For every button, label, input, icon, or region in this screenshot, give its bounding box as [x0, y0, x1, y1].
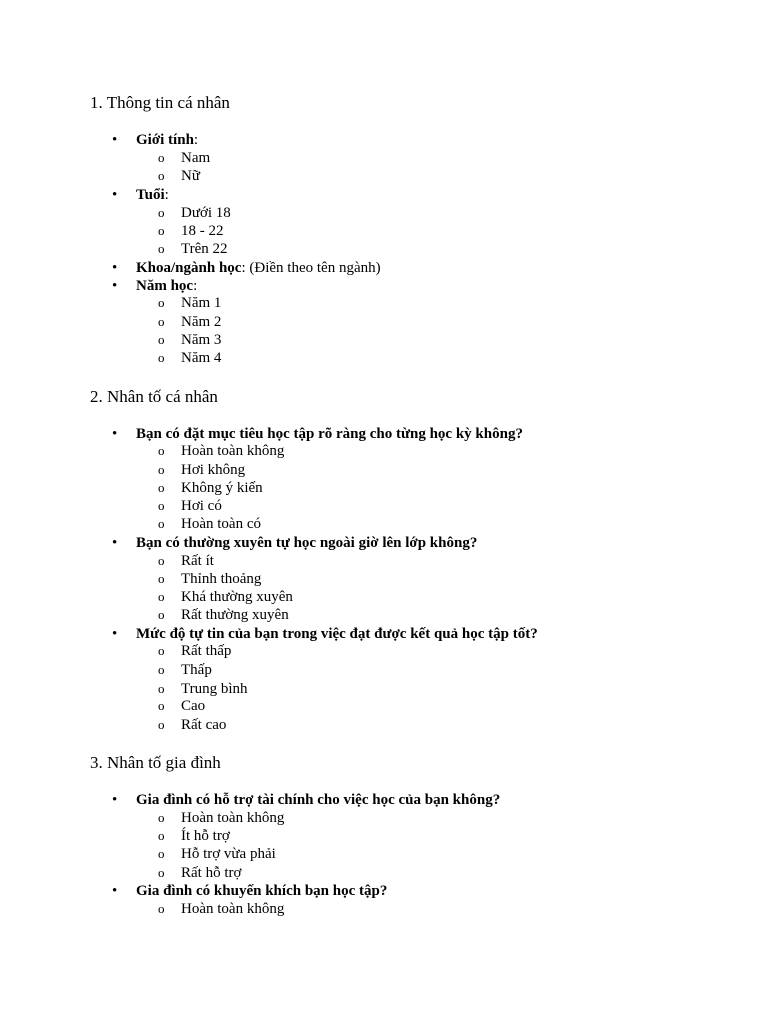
- option-item: [158, 349, 221, 367]
- option-label: Thấp: [181, 662, 212, 678]
- option-bullet: o: [158, 295, 165, 310]
- option-bullet: o: [158, 553, 165, 568]
- option-item: [158, 809, 284, 827]
- option-bullet: o: [158, 150, 165, 165]
- bullet-marker: •: [112, 792, 118, 808]
- option-bullet: o: [158, 480, 165, 495]
- option-label: Trung bình: [181, 681, 248, 697]
- question-item: [112, 625, 538, 643]
- bullet-marker: •: [112, 426, 118, 442]
- option-item: [158, 845, 276, 863]
- option-label: Rất thấp: [181, 643, 232, 659]
- option-label: Rất thường xuyên: [181, 607, 289, 623]
- option-label: Năm 3: [181, 332, 222, 348]
- option-label: Hoàn toàn không: [181, 443, 285, 459]
- option-bullet: o: [158, 314, 165, 329]
- option-bullet: o: [158, 168, 165, 183]
- option-item: [158, 552, 214, 570]
- option-bullet: o: [158, 589, 165, 604]
- option-item: [158, 461, 245, 479]
- option-label: Nữ: [181, 168, 200, 184]
- option-item: [158, 642, 231, 660]
- option-label: Hỗ trợ vừa phải: [181, 846, 276, 862]
- question-label: Gia đình có hỗ trợ tài chính cho việc học của bạn không?: [136, 792, 501, 808]
- option-bullet: o: [158, 810, 165, 825]
- option-item: [158, 680, 248, 698]
- question-label: Bạn có đặt mục tiêu học tập rõ ràng cho từng học kỳ không?: [136, 426, 523, 442]
- bullet-marker: •: [112, 278, 118, 294]
- option-label: Ít hỗ trợ: [181, 828, 230, 844]
- option-item: [158, 204, 231, 222]
- question-label: Năm học: [136, 278, 194, 294]
- option-label: Hoàn toàn không: [181, 901, 285, 917]
- question-item: [112, 882, 387, 900]
- bullet-marker: •: [112, 260, 118, 276]
- option-label: Hơi có: [181, 498, 222, 514]
- section-heading-personal-factors: 2. Nhân tố cá nhân: [90, 387, 218, 406]
- option-item: [158, 606, 289, 624]
- option-item: [158, 294, 221, 312]
- option-bullet: o: [158, 350, 165, 365]
- option-bullet: o: [158, 205, 165, 220]
- option-label: Cao: [181, 698, 206, 714]
- option-item: [158, 479, 263, 497]
- bullet-marker: •: [112, 132, 118, 148]
- question-suffix: : (Điền theo tên ngành): [241, 260, 381, 276]
- option-label: Thỉnh thoảng: [181, 571, 262, 587]
- question-item: [112, 259, 381, 277]
- question-item: [112, 131, 198, 149]
- option-bullet: o: [158, 901, 165, 916]
- question-item: [112, 186, 169, 204]
- option-label: Hơi không: [181, 462, 246, 478]
- option-bullet: o: [158, 241, 165, 256]
- option-bullet: o: [158, 846, 165, 861]
- option-bullet: o: [158, 462, 165, 477]
- bullet-marker: •: [112, 883, 118, 899]
- option-bullet: o: [158, 865, 165, 880]
- option-bullet: o: [158, 681, 165, 696]
- option-label: Rất ít: [181, 553, 214, 569]
- option-bullet: o: [158, 828, 165, 843]
- question-item: [112, 425, 523, 443]
- option-bullet: o: [158, 223, 165, 238]
- option-bullet: o: [158, 643, 165, 658]
- question-suffix: :: [193, 132, 199, 148]
- option-bullet: o: [158, 717, 165, 732]
- option-label: Năm 1: [181, 295, 222, 311]
- option-item: [158, 515, 261, 533]
- question-label: Bạn có thường xuyên tự học ngoài giờ lên lớp không?: [136, 535, 478, 551]
- option-item: [158, 864, 241, 882]
- option-label: Nam: [181, 150, 211, 166]
- question-item: [112, 277, 197, 295]
- bullet-marker: •: [112, 535, 118, 551]
- option-item: [158, 167, 200, 185]
- section-heading-personal-info: 1. Thông tin cá nhân: [90, 93, 230, 112]
- option-item: [158, 588, 293, 606]
- option-label: Khá thường xuyên: [181, 589, 293, 605]
- option-item: [158, 570, 261, 588]
- option-item: [158, 900, 284, 918]
- option-bullet: o: [158, 443, 165, 458]
- option-item: [158, 827, 230, 845]
- question-item: [112, 534, 477, 552]
- question-label: Khoa/ngành học: [136, 260, 242, 276]
- question-label: Tuổi: [136, 187, 165, 203]
- option-label: 18 - 22: [181, 223, 224, 239]
- option-bullet: o: [158, 607, 165, 622]
- option-item: [158, 716, 226, 734]
- bullet-marker: •: [112, 626, 118, 642]
- option-label: Hoàn toàn có: [181, 516, 261, 532]
- question-suffix: :: [164, 187, 169, 203]
- option-item: [158, 331, 221, 349]
- option-label: Dưới 18: [181, 205, 231, 221]
- option-bullet: o: [158, 332, 165, 347]
- option-item: [158, 149, 210, 167]
- option-item: [158, 497, 222, 515]
- option-item: [158, 240, 228, 258]
- question-label: Mức độ tự tin của bạn trong việc đạt được kết quả học tập tốt?: [136, 626, 538, 642]
- option-item: [158, 661, 212, 679]
- question-label: Giới tính: [136, 132, 194, 148]
- option-label: Năm 4: [181, 350, 222, 366]
- option-item: [158, 222, 224, 240]
- option-item: [158, 313, 221, 331]
- option-bullet: o: [158, 498, 165, 513]
- option-label: Rất hỗ trợ: [181, 865, 242, 881]
- option-bullet: o: [158, 698, 165, 713]
- option-bullet: o: [158, 516, 165, 531]
- option-bullet: o: [158, 662, 165, 677]
- bullet-marker: •: [112, 187, 118, 203]
- option-label: Rất cao: [181, 717, 227, 733]
- option-bullet: o: [158, 571, 165, 586]
- option-item: [158, 697, 205, 715]
- option-label: Không ý kiến: [181, 480, 263, 496]
- option-label: Trên 22: [181, 241, 228, 257]
- question-label: Gia đình có khuyến khích bạn học tập?: [136, 883, 388, 899]
- option-item: [158, 442, 284, 460]
- question-item: [112, 791, 500, 809]
- question-suffix: :: [193, 278, 198, 294]
- section-heading-family-factors: 3. Nhân tố gia đình: [90, 753, 221, 772]
- option-label: Năm 2: [181, 314, 222, 330]
- option-label: Hoàn toàn không: [181, 810, 285, 826]
